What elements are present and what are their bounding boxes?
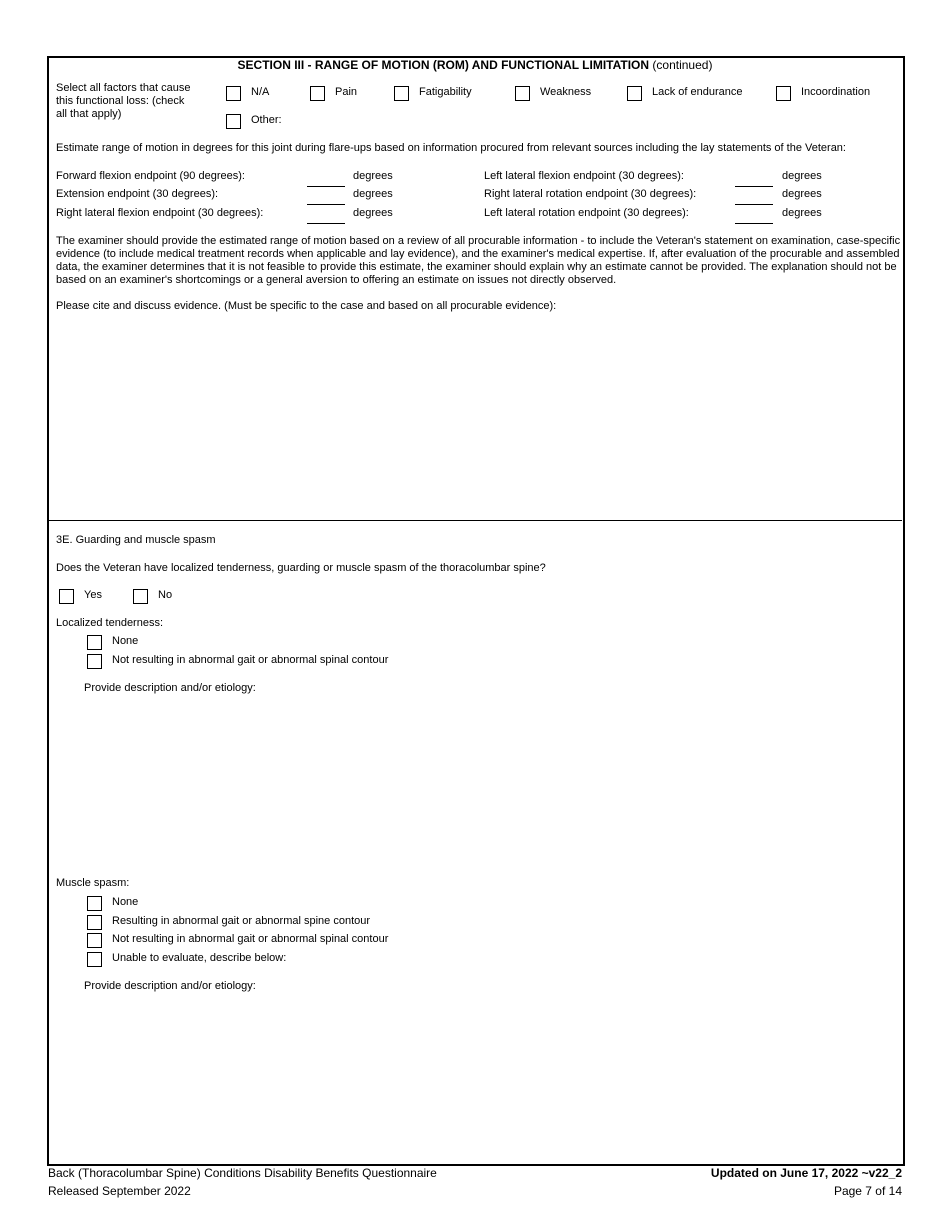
rom-left-lateral-rotation-label: Left lateral rotation endpoint (30 degrees): xyxy=(484,207,689,219)
factor-pain-checkbox[interactable] xyxy=(310,86,325,101)
examiner-instruction-line4: based on an examiner's shortcomings or a general aversion to offering an estimate on issues not directly observed. xyxy=(56,274,617,286)
rom-unit: degrees xyxy=(353,170,393,182)
footer-page-number: Page 7 of 14 xyxy=(833,1184,902,1198)
spasm-none-checkbox[interactable] xyxy=(87,896,102,911)
rom-extension-label: Extension endpoint (30 degrees): xyxy=(56,188,219,200)
spasm-label: Muscle spasm: xyxy=(56,877,130,889)
factor-other-label: Other: xyxy=(251,114,282,126)
guarding-no-label: No xyxy=(158,589,173,601)
spasm-description-textarea[interactable] xyxy=(84,996,894,1152)
section-title: SECTION III - RANGE OF MOTION (ROM) AND FUNCTIONAL LIMITATION (continued) xyxy=(237,58,713,72)
factor-na-checkbox[interactable] xyxy=(226,86,241,101)
factor-weakness-checkbox[interactable] xyxy=(515,86,530,101)
rom-right-lateral-rotation-input[interactable] xyxy=(735,204,773,205)
tenderness-none-label: None xyxy=(112,635,139,647)
factor-incoordination-checkbox[interactable] xyxy=(776,86,791,101)
rom-forward-flexion-label: Forward flexion endpoint (90 degrees): xyxy=(56,170,245,182)
factor-weakness-label: Weakness xyxy=(540,86,592,98)
rom-unit: degrees xyxy=(353,207,393,219)
rom-left-lateral-flexion-input[interactable] xyxy=(735,186,773,187)
footer-form-name: Back (Thoracolumbar Spine) Conditions Disability Benefits Questionnaire xyxy=(48,1166,437,1180)
rom-left-lateral-flexion-label: Left lateral flexion endpoint (30 degrees): xyxy=(484,170,684,182)
spasm-description-prompt: Provide description and/or etiology: xyxy=(84,980,256,992)
guarding-yes-label: Yes xyxy=(84,589,102,601)
examiner-instruction-line2: evidence (to include medical treatment records when applicable and lay evidence), and the examiner's medical expertise. If, after evaluation of the procurable and assembled xyxy=(56,248,900,260)
spasm-resulting-checkbox[interactable] xyxy=(87,915,102,930)
cite-evidence-prompt: Please cite and discuss evidence. (Must be specific to the case and based on all procurable evidence): xyxy=(56,300,557,312)
rom-left-lateral-rotation-input[interactable] xyxy=(735,223,773,224)
factor-lack-of-endurance-label: Lack of endurance xyxy=(652,86,743,98)
spasm-unable-label: Unable to evaluate, describe below: xyxy=(112,952,287,964)
rom-forward-flexion-input[interactable] xyxy=(307,186,345,187)
tenderness-not-resulting-label: Not resulting in abnormal gait or abnormal spinal contour xyxy=(112,654,389,666)
rom-extension-input[interactable] xyxy=(307,204,345,205)
rom-unit: degrees xyxy=(353,188,393,200)
guarding-heading: 3E. Guarding and muscle spasm xyxy=(56,534,216,546)
spasm-not-resulting-checkbox[interactable] xyxy=(87,933,102,948)
factor-incoordination-label: Incoordination xyxy=(801,86,871,98)
spasm-none-label: None xyxy=(112,896,139,908)
examiner-instruction-line1: The examiner should provide the estimated range of motion based on a review of all procurable information - to include the Veteran's statement on examination, case-specific xyxy=(56,235,901,247)
footer-released: Released September 2022 xyxy=(48,1184,191,1198)
factor-lack-of-endurance-checkbox[interactable] xyxy=(627,86,642,101)
rom-unit: degrees xyxy=(782,188,822,200)
cite-evidence-textarea[interactable] xyxy=(56,316,894,512)
factor-fatigability-label: Fatigability xyxy=(419,86,472,98)
factor-pain-label: Pain xyxy=(335,86,358,98)
examiner-instruction-line3: data, the examiner determines that it is not feasible to provide this estimate, the examiner should explain why an estimate cannot be provided. The explanation should not be xyxy=(56,261,897,273)
factor-fatigability-checkbox[interactable] xyxy=(394,86,409,101)
rom-right-lateral-flexion-input[interactable] xyxy=(307,223,345,224)
spasm-not-resulting-label: Not resulting in abnormal gait or abnormal spinal contour xyxy=(112,933,389,945)
tenderness-not-resulting-checkbox[interactable] xyxy=(87,654,102,669)
tenderness-none-checkbox[interactable] xyxy=(87,635,102,650)
footer-updated: Updated on June 17, 2022 ~v22_2 xyxy=(710,1166,902,1180)
rom-unit: degrees xyxy=(782,207,822,219)
guarding-question: Does the Veteran have localized tenderness, guarding or muscle spasm of the thoracolumbar spine? xyxy=(56,562,546,574)
spasm-resulting-label: Resulting in abnormal gait or abnormal spine contour xyxy=(112,915,371,927)
estimate-instruction: Estimate range of motion in degrees for this joint during flare-ups based on information procured from relevant sources including the lay statements of the Veteran: xyxy=(56,142,846,154)
guarding-yes-checkbox[interactable] xyxy=(59,589,74,604)
tenderness-description-prompt: Provide description and/or etiology: xyxy=(84,682,256,694)
factors-prompt-line1: Select all factors that cause xyxy=(56,82,191,94)
tenderness-description-textarea[interactable] xyxy=(84,698,894,868)
factors-prompt-line2: this functional loss: (check xyxy=(56,95,185,107)
guarding-no-checkbox[interactable] xyxy=(133,589,148,604)
factor-na-label: N/A xyxy=(251,86,270,98)
tenderness-label: Localized tenderness: xyxy=(56,617,164,629)
spasm-unable-checkbox[interactable] xyxy=(87,952,102,967)
section-divider xyxy=(48,520,902,521)
factors-prompt-line3: all that apply) xyxy=(56,108,122,120)
rom-unit: degrees xyxy=(782,170,822,182)
rom-right-lateral-flexion-label: Right lateral flexion endpoint (30 degrees): xyxy=(56,207,264,219)
factor-other-checkbox[interactable] xyxy=(226,114,241,129)
rom-right-lateral-rotation-label: Right lateral rotation endpoint (30 degrees): xyxy=(484,188,697,200)
